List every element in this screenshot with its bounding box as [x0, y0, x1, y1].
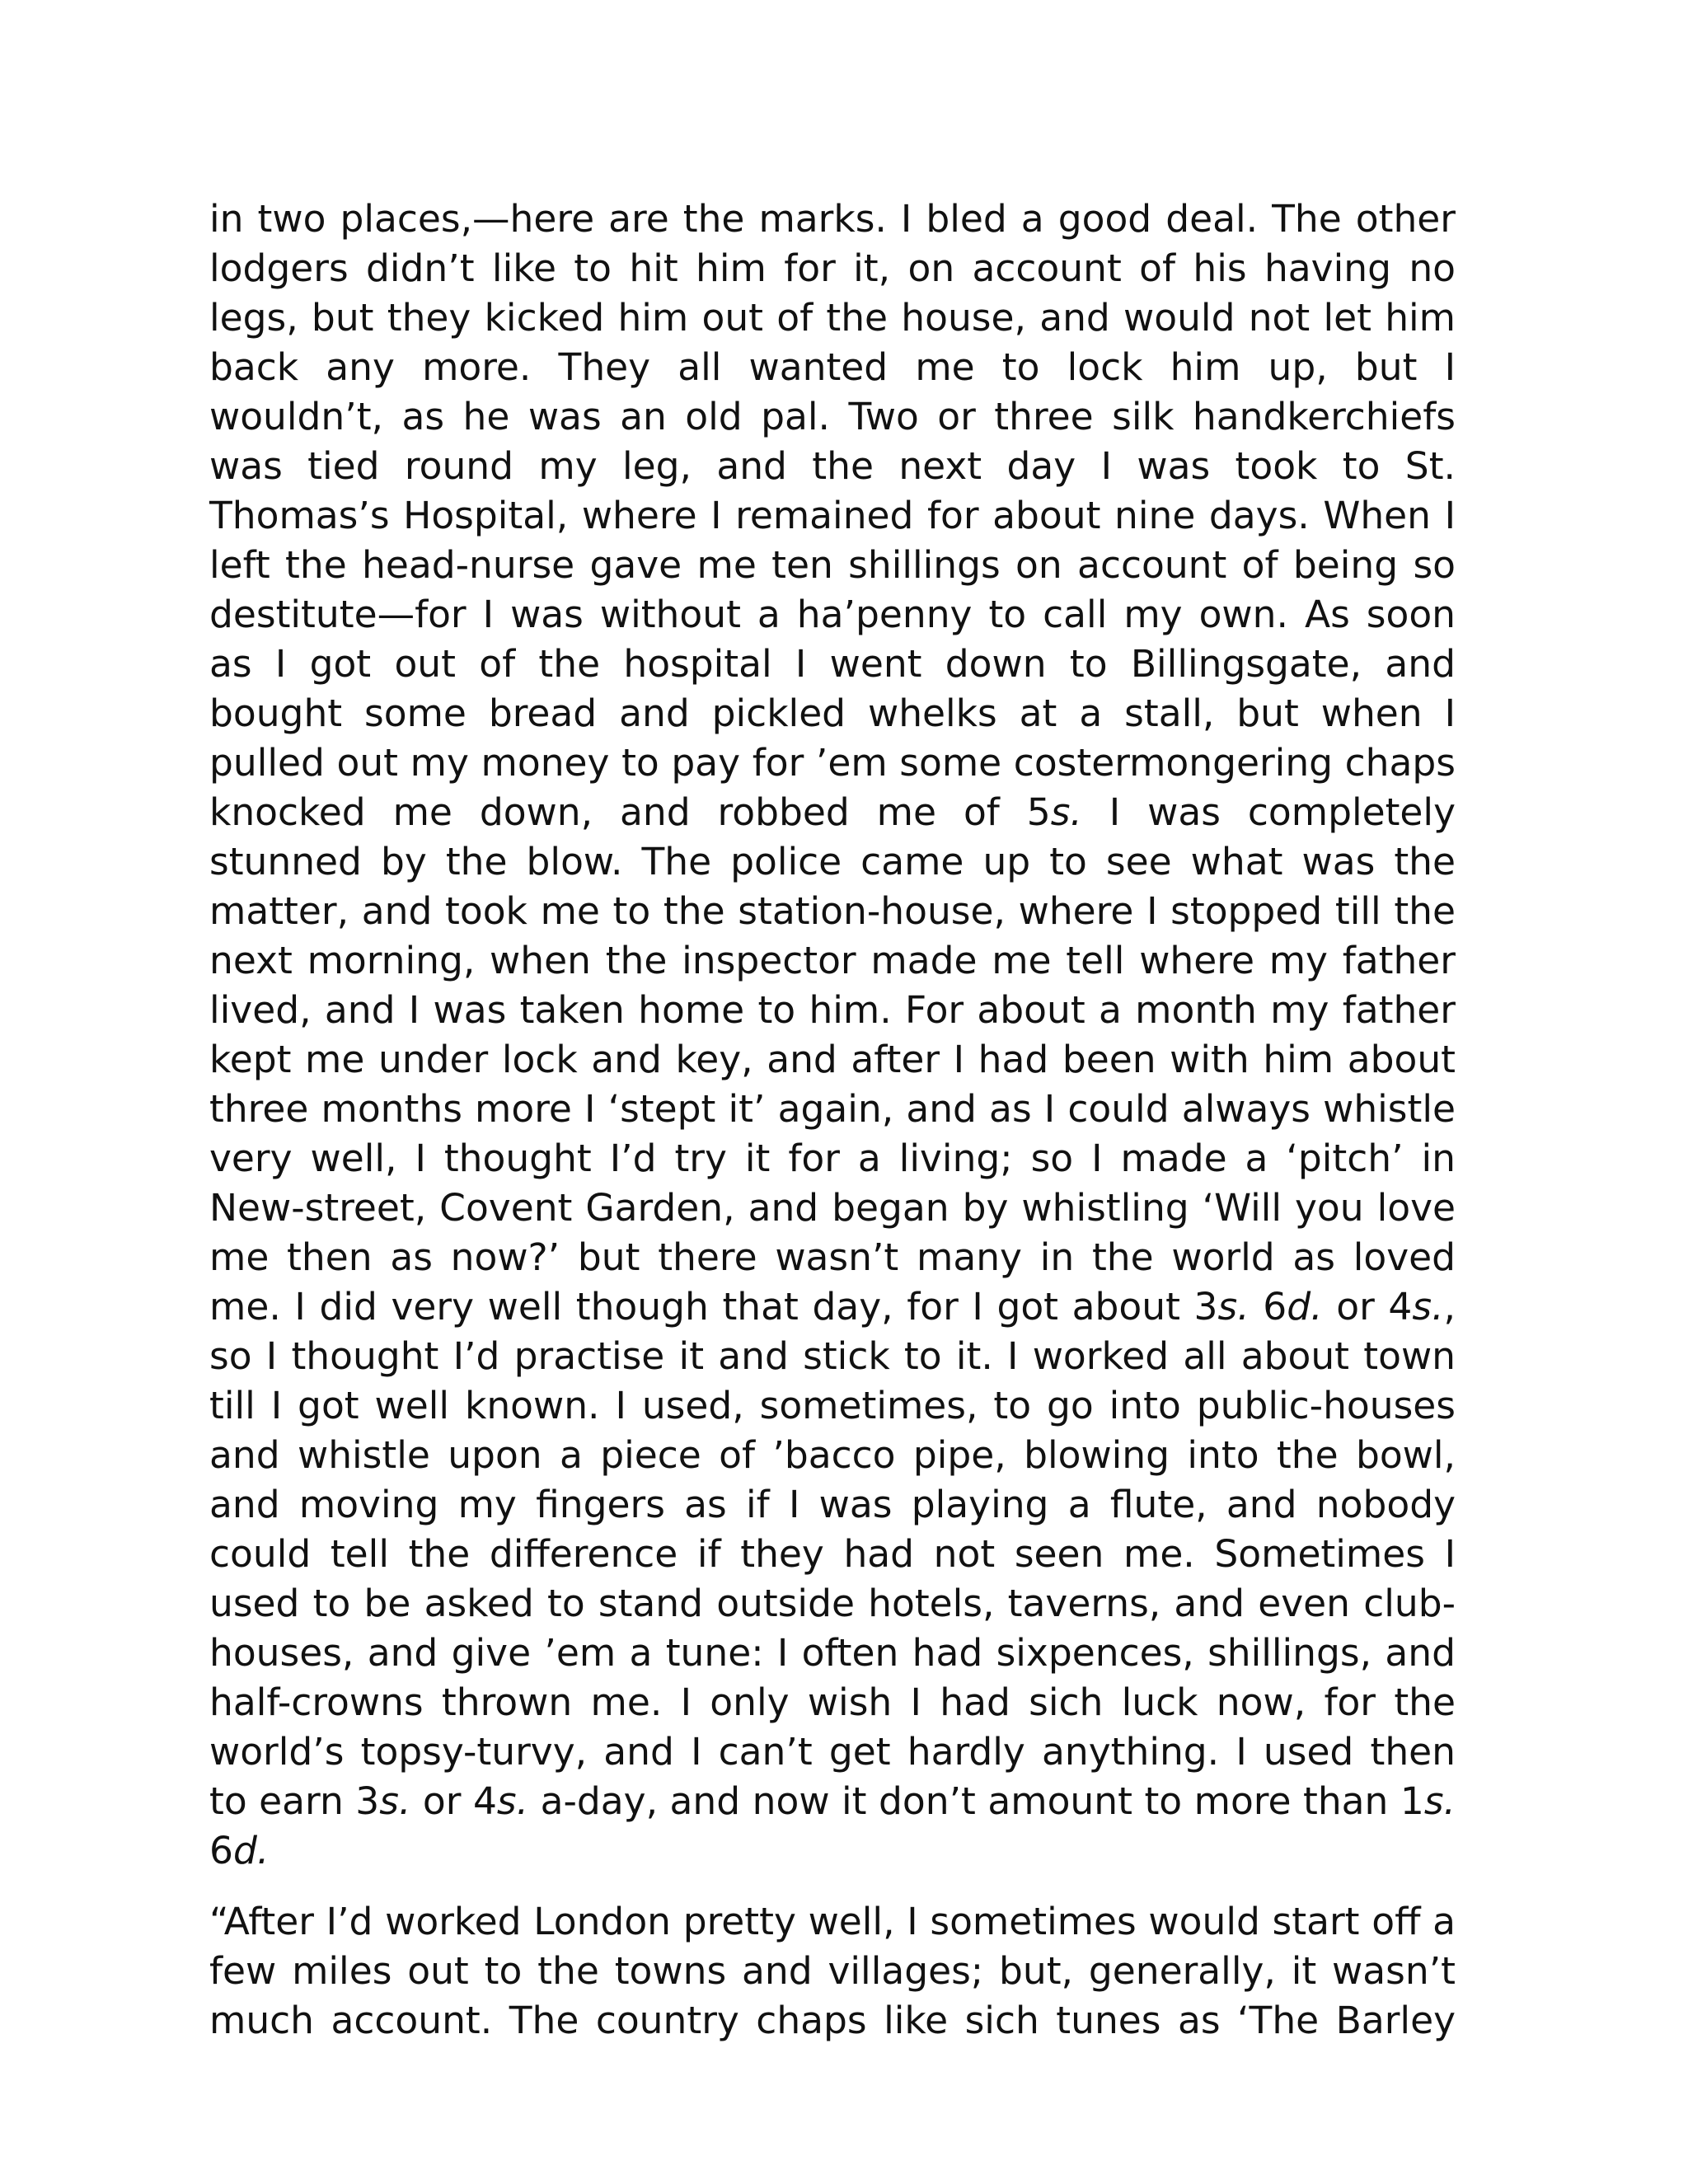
- text-run: or 4: [410, 1779, 497, 1823]
- document-page: [209, 194, 1456, 2046]
- paragraph: [209, 194, 1456, 1876]
- text-run: “After I’d worked London pretty well, I sometimes would start off a few miles out to the towns and villages; but, generally, it wasn’t much account. The country chaps like sich tunes as ‘The Barley: [209, 1900, 1456, 2042]
- italic-abbreviation: d.: [232, 1829, 270, 1872]
- text-run: 6: [209, 1829, 233, 1872]
- text-run: in two places,—here are the marks. I bled a good deal. The other lodgers didn’t like to hit him for it, on account of his having no legs, but they kicked him out of the house, and would not let him back any more. They all wanted me to lock him up, but I wouldn’t, as he was an old pal. Two or three silk handkerchiefs was tied round my leg, and the next day I was took to St. Thomas’s Hospital, where I remained for about nine days. When I left the head-nurse gave me ten shillings on account of being so destitute—for I was without a ha’penny to call my own. As soon as I got out of the hospital I went down to Billingsgate, and bought some bread and pickled whelks at a stall, but when I pulled out my money to pay for ’em some costermongering chaps knocked me down, and robbed me of 5: [209, 197, 1456, 834]
- italic-abbreviation: s.: [1423, 1779, 1456, 1823]
- italic-abbreviation: s.: [1412, 1285, 1444, 1329]
- italic-abbreviation: s.: [379, 1779, 411, 1823]
- text-run: a-day, and now it don’t amount to more than 1: [528, 1779, 1424, 1823]
- italic-abbreviation: s.: [1050, 790, 1082, 834]
- text-run: 6: [1249, 1285, 1287, 1329]
- text-run: I was completely stunned by the blow. The police came up to see what was the matter, and took me to the station-house, where I stopped till the next morning, when the inspector made me tell where my father lived, and I was taken home to him. For about a month my father kept me under lock and key, and after I had been with him about three months more I ‘stept it’ again, and as I could always whistle very well, I thought I’d try it for a living; so I made a ‘pitch’ in New-street, Covent Garden, and began by whistling ‘Will you love me then as now?’ but there wasn’t many in the world as loved me. I did very well though that day, for I got about 3: [209, 790, 1456, 1329]
- italic-abbreviation: s.: [496, 1779, 529, 1823]
- text-run: or 4: [1322, 1285, 1413, 1329]
- text-run: , so I thought I’d practise it and stick to it. I worked all about town till I got well known. I used, sometimes, to go into public-houses and whistle upon a piece of ’bacco pipe, blowing into the bowl, and moving my fingers as if I was playing a flute, and nobody could tell the difference if they had not seen me. Sometimes I used to be asked to stand outside hotels, taverns, and even club-houses, and give ’em a tune: I often had sixpences, shillings, and half-crowns thrown me. I only wish I had sich luck now, for the world’s topsy-turvy, and I can’t get hardly anything. I used then to earn 3: [209, 1285, 1456, 1823]
- italic-abbreviation: s.: [1217, 1285, 1250, 1329]
- paragraph: [209, 1897, 1456, 2046]
- italic-abbreviation: d.: [1287, 1285, 1323, 1329]
